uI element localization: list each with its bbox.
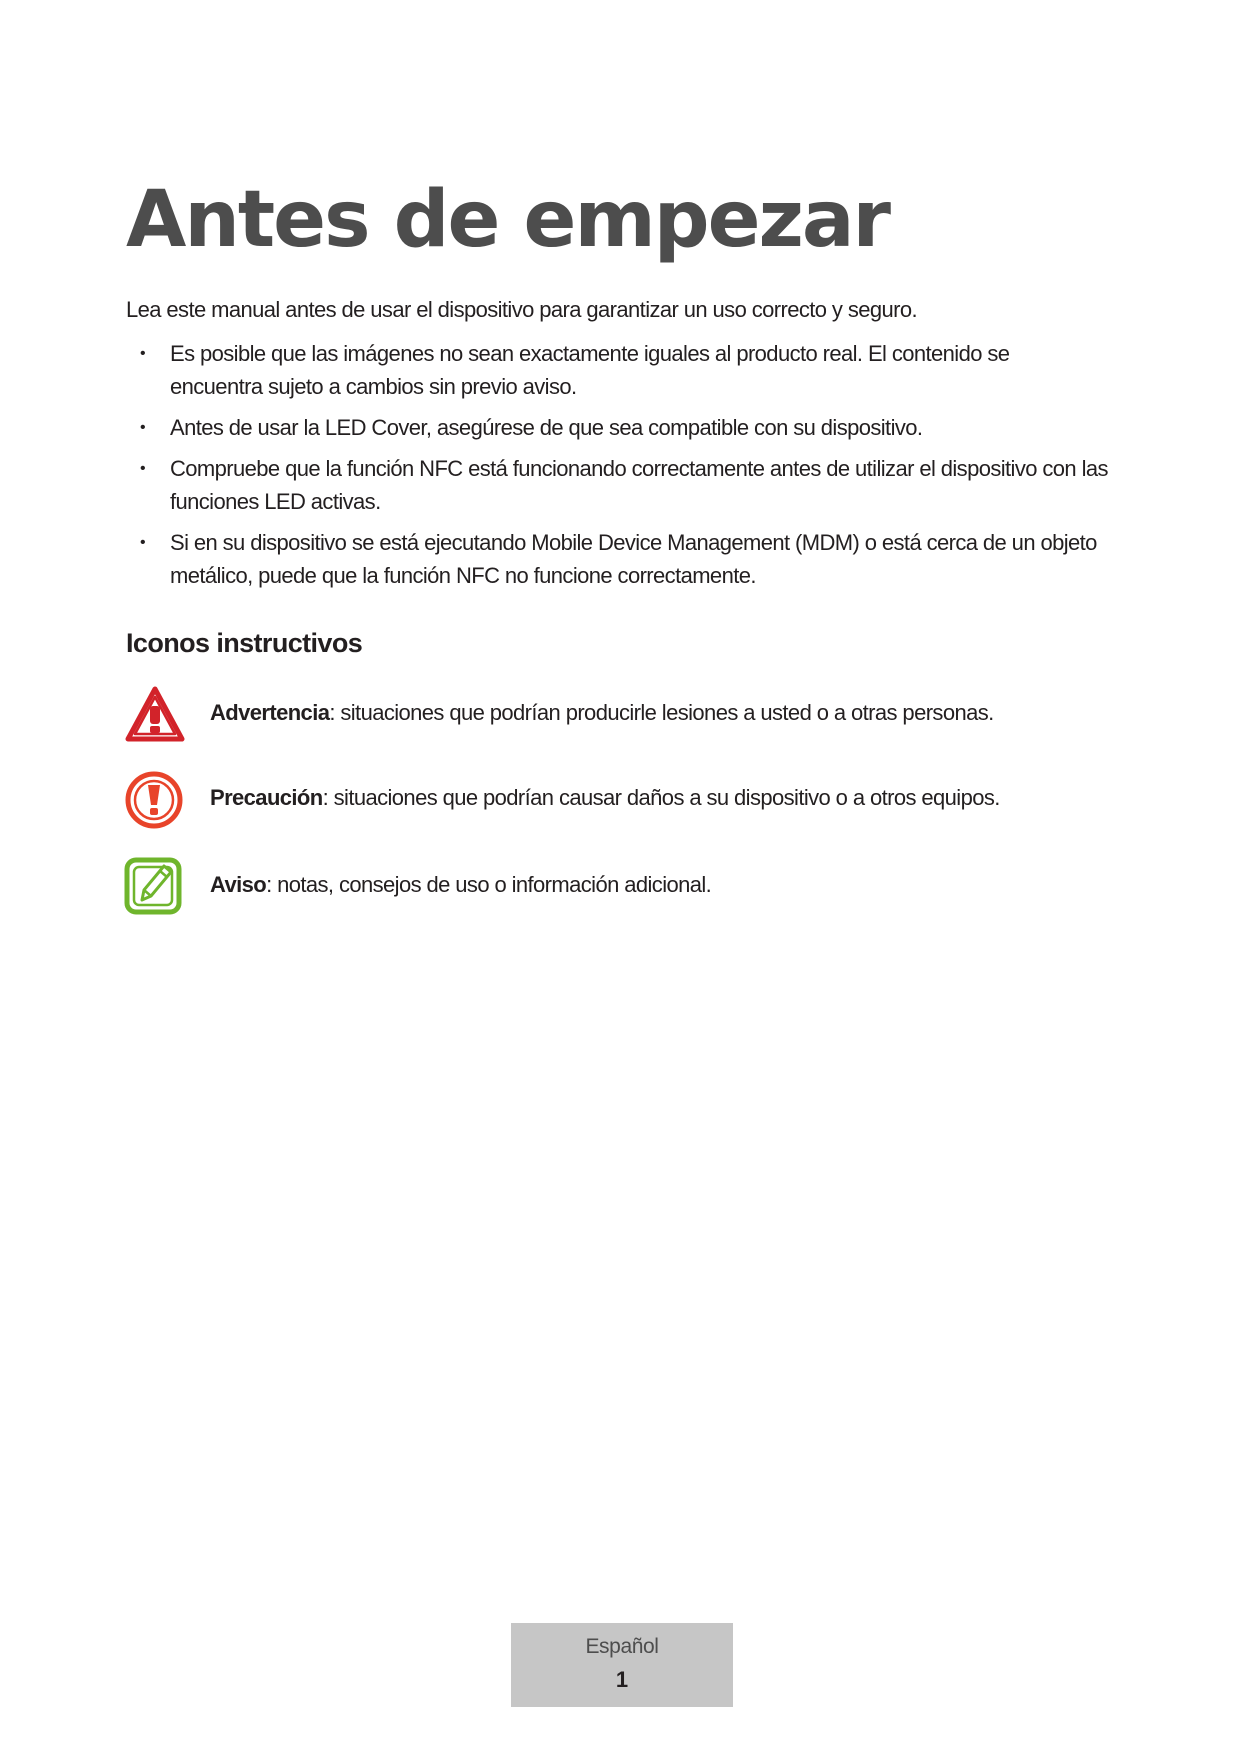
section-title: Iconos instructivos (126, 628, 363, 658)
bullet-dot: • (140, 419, 146, 436)
caution-description (210, 783, 1000, 813)
page-title: Antes de empezar (126, 175, 889, 265)
list-item (126, 526, 1130, 592)
page-footer (511, 1623, 733, 1707)
footer-language: Español (585, 1635, 659, 1658)
icon-row-caution (124, 769, 1124, 831)
bullet-dot: • (140, 345, 146, 362)
bullet-list (126, 337, 1126, 600)
warning-text: : situaciones que podrían producirle lesiones a usted o a otras personas. (329, 700, 994, 725)
icon-row-note (124, 856, 1124, 918)
bullet-text: Compruebe que la función NFC está funcionando correctamente antes de utilizar el dispositivo con las funciones LED activas. (170, 456, 1108, 514)
icon-row-warning (124, 684, 1124, 746)
bullet-text: Es posible que las imágenes no sean exactamente iguales al producto real. El contenido se encuentra sujeto a cambios sin previo aviso. (170, 341, 1010, 399)
note-text: : notas, consejos de uso o información adicional. (266, 872, 712, 897)
note-label: Aviso (210, 872, 267, 897)
bullet-dot: • (140, 534, 146, 551)
list-item (126, 452, 1130, 518)
bullet-dot: • (140, 460, 146, 477)
list-item (126, 411, 1070, 444)
note-description (210, 870, 711, 900)
page-number: 1 (615, 1667, 629, 1692)
bullet-text: Antes de usar la LED Cover, asegúrese de que sea compatible con su dispositivo. (170, 415, 923, 440)
warning-description (210, 698, 994, 728)
note-pencil-icon (124, 856, 186, 918)
warning-triangle-icon (124, 684, 186, 746)
bullet-text: Si en su dispositivo se está ejecutando Mobile Device Management (MDM) o está cerca de un objeto metálico, puede que la función NFC no funcione correctamente. (170, 530, 1097, 588)
caution-text: : situaciones que podrían causar daños a su dispositivo o a otros equipos. (322, 785, 1000, 810)
caution-label: Precaución (210, 785, 323, 810)
intro-paragraph: Lea este manual antes de usar el dispositivo para garantizar un uso correcto y seguro. (126, 297, 917, 322)
list-item (126, 337, 1050, 403)
warning-label: Advertencia (210, 700, 330, 725)
caution-circle-icon (124, 769, 186, 831)
